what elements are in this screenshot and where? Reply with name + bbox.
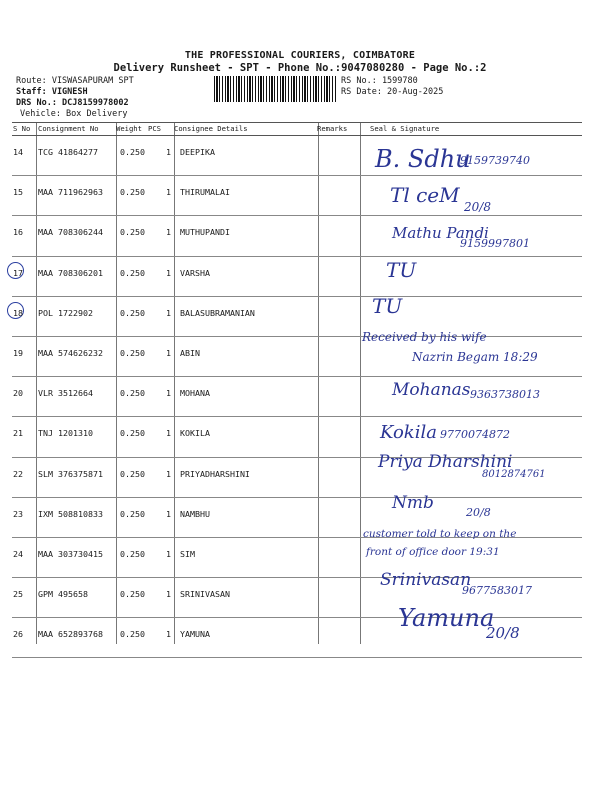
signature-scribble: B. Sdhu — [375, 145, 471, 173]
row-pcs: 1 — [166, 267, 171, 278]
header-remarks: Remarks — [317, 124, 348, 133]
header-consignment: Consignment No — [38, 124, 99, 133]
signature-yamuna: Yamuna — [398, 604, 495, 632]
row-weight: 0.250 — [120, 508, 145, 519]
row-consignment: MAA 574626232 — [38, 347, 103, 358]
row-consignee: ABIN — [180, 347, 200, 358]
row-weight: 0.250 — [120, 468, 145, 479]
row-weight: 0.250 — [120, 589, 145, 600]
drs-number: DRS No.: DCJ8159978002 — [16, 98, 129, 108]
row-consignee: NAMBHU — [180, 508, 210, 519]
row-pcs: 1 — [166, 508, 171, 519]
vehicle-label: Vehicle: Box Delivery — [20, 109, 128, 119]
row-pcs: 1 — [166, 187, 171, 198]
row-pcs: 1 — [166, 307, 171, 318]
row-consignee: PRIYADHARSHINI — [180, 468, 250, 479]
table-row — [12, 176, 582, 216]
row-consignee: SIM — [180, 548, 195, 559]
handwritten-phone: 9159997801 — [460, 237, 530, 250]
row-pcs: 1 — [166, 388, 171, 399]
row-weight: 0.250 — [120, 428, 145, 439]
header-consignee: Consignee Details — [174, 124, 248, 133]
row-consignee: SRINIVASAN — [180, 589, 230, 600]
row-consignment: MAA 711962963 — [38, 187, 103, 198]
row-weight: 0.250 — [120, 347, 145, 358]
row-sno: 18 — [13, 307, 23, 318]
row-weight: 0.250 — [120, 629, 145, 640]
handwritten-phone: 8012874761 — [482, 469, 546, 480]
row-consignment: SLM 376375871 — [38, 468, 103, 479]
header-pcs: PCS — [148, 124, 161, 133]
rs-date: RS Date: 20-Aug-2025 — [341, 87, 444, 97]
handwritten-initials: TU — [372, 294, 403, 318]
row-consignment: IXM 508810833 — [38, 508, 103, 519]
row-pcs: 1 — [166, 428, 171, 439]
row-sno: 25 — [13, 589, 23, 600]
signature-scribble: Kokila — [380, 422, 437, 443]
table-row — [12, 257, 582, 297]
row-sno: 14 — [13, 147, 23, 157]
row-consignment: VLR 3512664 — [38, 388, 93, 399]
row-consignee: YAMUNA — [180, 629, 210, 640]
row-sno: 21 — [13, 428, 23, 439]
company-title: THE PROFESSIONAL COURIERS, COIMBATORE — [184, 50, 416, 61]
row-sno: 23 — [13, 508, 23, 519]
signature-scribble: Priya Dharshini — [378, 452, 513, 472]
handwritten-remark: Nazrin Begam 18:29 — [412, 350, 538, 364]
handwritten-date: 20/8 — [464, 200, 491, 214]
row-sno: 26 — [13, 629, 23, 640]
handwritten-remark: front of office door 19:31 — [366, 546, 500, 558]
row-consignment: POL 1722902 — [38, 307, 93, 318]
row-sno: 20 — [13, 388, 23, 399]
row-pcs: 1 — [166, 227, 171, 238]
row-pcs: 1 — [166, 347, 171, 358]
signature-scribble: Mathu Pandi — [392, 224, 489, 242]
row-consignment: TNJ 1201310 — [38, 428, 93, 439]
handwritten-date: 20/8 — [466, 506, 491, 519]
rs-number: RS No.: 1599780 — [341, 76, 418, 86]
handwritten-remark: customer told to keep on the — [363, 528, 517, 540]
row-weight: 0.250 — [120, 147, 145, 157]
row-consignment: MAA 652893768 — [38, 629, 103, 640]
staff-label: Staff: VIGNESH — [16, 87, 88, 97]
row-sno: 15 — [13, 187, 23, 198]
table-row — [12, 297, 582, 337]
row-consignee: MOHANA — [180, 388, 210, 399]
signature-scribble: Srinivasan — [380, 570, 472, 590]
signature-scribble: Mohanas — [392, 380, 471, 400]
barcode — [214, 76, 336, 102]
signature-scribble: Tl ceM — [390, 183, 460, 207]
row-weight: 0.250 — [120, 388, 145, 399]
row-sno: 16 — [13, 227, 23, 238]
row-consignment: MAA 708306201 — [38, 267, 103, 278]
handwritten-initials: TU — [386, 258, 417, 282]
row-weight: 0.250 — [120, 267, 145, 278]
row-weight: 0.250 — [120, 227, 145, 238]
row-consignee: VARSHA — [180, 267, 210, 278]
row-pcs: 1 — [166, 548, 171, 559]
row-sno: 24 — [13, 548, 23, 559]
signature-scribble: Nmb — [392, 493, 434, 513]
row-sno: 22 — [13, 468, 23, 479]
row-weight: 0.250 — [120, 307, 145, 318]
header-seal: Seal & Signature — [370, 124, 440, 133]
row-weight: 0.250 — [120, 187, 145, 198]
handwritten-phone: 9363738013 — [470, 388, 540, 401]
row-consignee: MUTHUPANDI — [180, 227, 230, 238]
handwritten-date: 20/8 — [486, 624, 520, 642]
row-sno: 17 — [13, 267, 23, 278]
row-consignment: TCG 41864277 — [38, 147, 98, 157]
table-header — [12, 122, 582, 136]
handwritten-phone: 9677583017 — [462, 584, 532, 597]
header-weight: Weight — [116, 124, 142, 133]
row-consignment: GPM 495658 — [38, 589, 88, 600]
row-pcs: 1 — [166, 147, 171, 157]
header-sno: S No — [13, 124, 31, 133]
row-consignee: DEEPIKA — [180, 147, 215, 157]
row-consignment: MAA 708306244 — [38, 227, 103, 238]
row-pcs: 1 — [166, 589, 171, 600]
runsheet-heading: Delivery Runsheet - SPT - Phone No.:9047080280 - Page No.:2 — [113, 62, 487, 74]
row-consignment: MAA 303730415 — [38, 548, 103, 559]
handwritten-phone: 9770074872 — [440, 428, 510, 441]
row-weight: 0.250 — [120, 548, 145, 559]
route-label: Route: VISWASAPURAM SPT — [16, 76, 134, 86]
row-consignee: BALASUBRAMANIAN — [180, 307, 255, 318]
handwritten-phone: 9159739740 — [460, 154, 530, 167]
row-pcs: 1 — [166, 629, 171, 640]
row-consignee: KOKILA — [180, 428, 210, 439]
handwritten-remark: Received by his wife — [362, 330, 487, 344]
row-consignee: THIRUMALAI — [180, 187, 230, 198]
row-sno: 19 — [13, 347, 23, 358]
row-pcs: 1 — [166, 468, 171, 479]
